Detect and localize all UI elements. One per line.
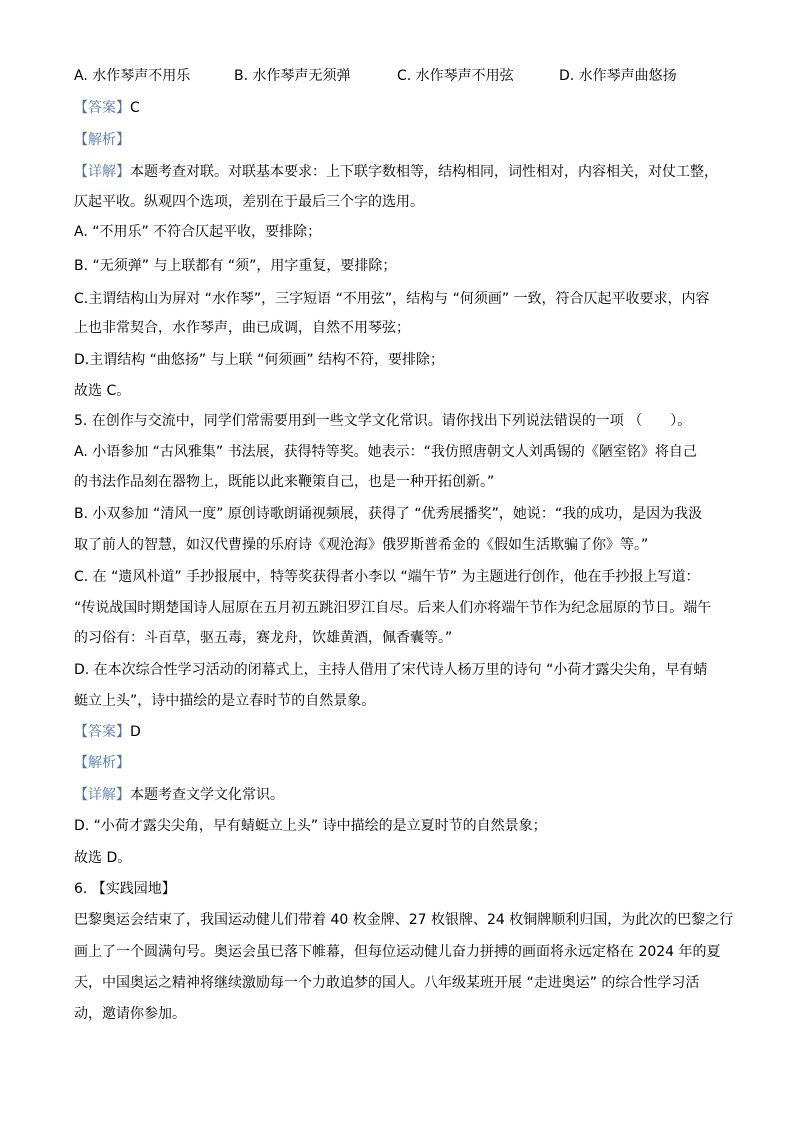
q4-analysis-tag: 【解析】 <box>74 132 130 148</box>
q6-text-line: 巴黎奥运会结束了，我国运动健儿们带着 40 枚金牌、27 枚银牌、24 枚铜牌顺利归国，为此次的巴黎之行 <box>74 912 734 928</box>
q6-text-line: 画上了一个圆满句号。奥运会虽已落下帷幕，但每位运动健儿奋力拼搏的画面将永远定格在 2024 年的夏 <box>74 944 721 960</box>
q5-text-line: 蜓立上头”，诗中描绘的是立春时节的自然景象。 <box>74 693 376 709</box>
q5-text-line: 取了前人的智慧，如汉代曹操的乐府诗《观沧海》俄罗斯普希金的《假如生活欺骗了你》等。” <box>74 537 649 553</box>
q6-text-line: 天，中国奥运之精神将继续激励每一个力敢追梦的国人。八年级某班开展 “走进奥运” 的综合性学习活 <box>74 975 700 991</box>
q4-detail-line: 仄起平收。纵观四个选项，差别在于最后三个字的选用。 <box>74 194 424 210</box>
answer-tag: 【答案】 <box>74 100 130 116</box>
q5-text-line: A. 小语参加 “古风雅集” 书法展，获得特等奖。她表示：“我仿照唐朝文人刘禹锡的《陋室铭》将自己 <box>74 444 697 460</box>
q4-detail-line <box>74 162 718 182</box>
q5-text-line: C. 在 “遗风朴道” 手抄报展中，特等奖获得者小李以 “端午节” 为主题进行创作，他在手抄报上写道： <box>74 569 700 585</box>
answer-value: D <box>130 724 141 740</box>
q4-detail-line: 故选 C。 <box>74 383 131 399</box>
detail-tag: 【详解】 <box>74 787 130 803</box>
q5-detail-line: D. “小荷才露尖尖角，早有蜻蜓立上头” 诗中描绘的是立夏时节的自然景象； <box>74 818 547 834</box>
q5-detail-line: 故选 D。 <box>74 850 132 866</box>
option-c: C. 水作琴声不用弦 <box>397 68 514 84</box>
option-d: D. 水作琴声曲悠扬 <box>559 68 677 84</box>
q4-detail-line: A. “不用乐” 不符合仄起平收，要排除； <box>74 224 322 240</box>
option-b: B. 水作琴声无须弹 <box>234 68 351 84</box>
q6-text-line: 动，邀请你参加。 <box>74 1006 186 1022</box>
q6-heading: 6. 【实践园地】 <box>74 881 176 897</box>
q4-detail-line: B. “无须弹” 与上联都有 “须”，用字重复，要排除； <box>74 258 397 274</box>
q5-text-line: B. 小双参加 “清风一度” 原创诗歌朗诵视频展，获得了 “优秀展播奖”，她说：“我的成功，是因为我汲 <box>74 506 703 522</box>
q5-detail-line <box>74 785 284 805</box>
q5-text-line: 的书法作品刻在器物上，既能以此来鞭策自己，也是一种开拓创新。” <box>74 474 495 490</box>
detail-text: 本题考查对联。对联基本要求：上下联字数相等，结构相同，词性相对，内容相关，对仗工整， <box>130 164 718 180</box>
q4-answer-row <box>74 98 140 118</box>
q5-text-line: D. 在本次综合性学习活动的闭幕式上，主持人借用了宋代诗人杨万里的诗句 “小荷才露尖尖角，早有蜻 <box>74 662 708 678</box>
q5-answer-row <box>74 722 141 742</box>
detail-text: 本题考查文学文化常识。 <box>130 787 284 803</box>
q4-detail-line: 上也非常契合，水作琴声，曲已成调，自然不用琴弦； <box>74 320 410 336</box>
q4-detail-line: C.主谓结构山为屏对 “水作琴”，三字短语 “不用弦”，结构与 “何须画” 一致，符合仄起平收要求，内容 <box>74 291 710 307</box>
q5-text-line: “传说战国时期楚国诗人屈原在五月初五跳汨罗江自尽。后来人们亦将端午节作为纪念屈原的节日。端午 <box>74 600 712 616</box>
answer-value: C <box>130 100 140 116</box>
q5-text-line: 的习俗有：斗百草，驱五毒，赛龙舟，饮雄黄酒，佩香囊等。” <box>74 630 453 646</box>
detail-tag: 【详解】 <box>74 164 130 180</box>
q5-analysis-tag: 【解析】 <box>74 755 130 771</box>
option-a: A. 水作琴声不用乐 <box>74 68 191 84</box>
answer-tag: 【答案】 <box>74 724 130 740</box>
q5-stem: 5. 在创作与交流中，同学们常需要用到一些文学文化常识。请你找出下列说法错误的一项 （ ）。 <box>74 413 692 429</box>
q4-detail-line: D.主谓结构 “曲悠扬” 与上联 “何须画” 结构不符，要排除； <box>74 352 445 368</box>
